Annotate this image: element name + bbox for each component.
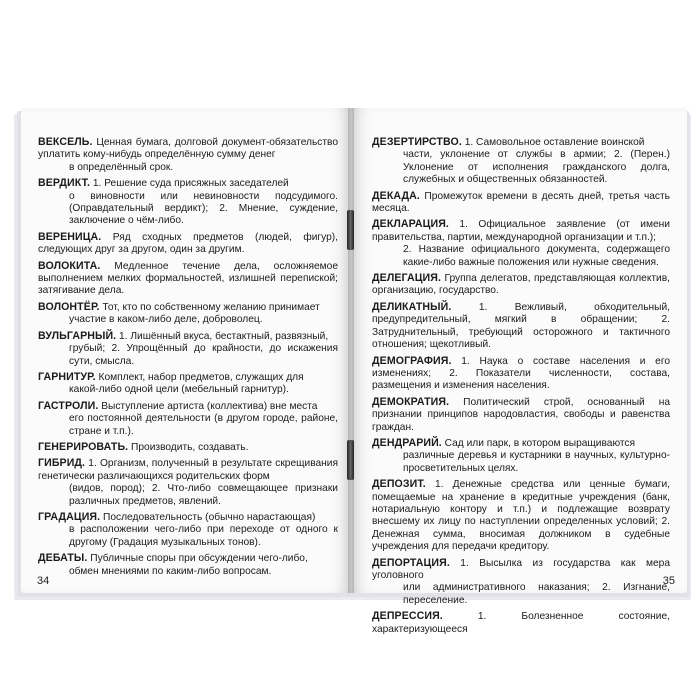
entry-continuation-line: грубый; 2. Упрощённый до крайности, до искажения сути, смысла. — [69, 343, 338, 367]
dictionary-entry — [372, 272, 670, 298]
entry-term: ВЕКСЕЛЬ. — [38, 136, 93, 148]
entry-continuation-line: о виновности или невиновности подсудимого. (Оправдательный вердикт); 2. Мнение, суждение, заключение о чём-либо. — [69, 190, 338, 227]
entry-term: ДЕПОРТАЦИЯ. — [372, 556, 450, 569]
entry-first-line — [372, 190, 670, 216]
left-page-content — [38, 136, 338, 581]
dictionary-entry — [38, 400, 338, 438]
entry-first-line — [38, 371, 338, 384]
entry-definition: 1. Высылка из государства как мера уголовного — [372, 557, 670, 581]
dictionary-entry — [372, 355, 670, 393]
dictionary-entry — [38, 511, 338, 549]
entry-term: ДЕПОЗИТ. — [372, 478, 426, 491]
entry-continuation-line: или административного наказания; 2. Изгнание, переселение. — [403, 582, 670, 606]
entry-continuation-line: части, уклонение от службы в армии; 2. (Перен.) Уклонение от исполнения гражданского долга, служебных и общественных обязанностей. — [403, 149, 670, 186]
entry-definition: 1. Официальное заявление (от имени правительства, партии, международной организации и т.п.); — [372, 219, 670, 243]
dictionary-entry — [372, 610, 670, 636]
entry-first-line — [38, 260, 338, 298]
entry-continuation-line: (видов, пород); 2. Что-либо совмещающее признаки различных предметов, явлений. — [69, 483, 338, 507]
dictionary-entry — [38, 552, 338, 578]
entry-definition: Последовательность (обычно нарастающая) — [100, 511, 316, 523]
entry-first-line — [372, 557, 670, 583]
entry-term: ДЕЗЕРТИРСТВО. — [372, 136, 462, 148]
dictionary-entry — [372, 136, 670, 187]
dictionary-entry — [38, 177, 338, 228]
left-page — [21, 108, 351, 593]
entry-definition: 1. Болезненное состояние, характеризующееся — [372, 611, 670, 635]
entry-continuation-line: его постоянной деятельности (в другом городе, районе, стране и т.п.). — [69, 413, 338, 437]
dictionary-entry — [372, 557, 670, 608]
entry-term: ДЕМОГРАФИЯ. — [372, 354, 452, 367]
entry-definition: Медленное течение дела, осложняемое выполнением мелких формальностей, излишней перепиской; затягивание дела. — [38, 260, 338, 297]
entry-definition: 1. Лишённый вкуса, бестактный, развязный, — [116, 330, 329, 342]
entry-first-line — [372, 478, 670, 553]
dictionary-entry — [372, 437, 670, 475]
dictionary-entry — [38, 441, 338, 454]
entry-term: ГАСТРОЛИ. — [38, 399, 99, 412]
entry-definition: Ряд сходных предметов (людей, фигур), следующих друг за другом, один за другим. — [38, 231, 338, 256]
dictionary-entry — [38, 330, 338, 368]
entry-definition: Группа делегатов, представляющая коллектив, организацию, государство. — [372, 273, 670, 297]
entry-first-line — [38, 231, 338, 257]
entry-continuation-line: 2. Название официального документа, содержащего какие-либо важные положения или нужные сведения. — [403, 244, 670, 268]
dictionary-entry — [372, 218, 670, 269]
entry-term: ГАРНИТУР. — [38, 370, 96, 383]
dictionary-entry — [38, 260, 338, 298]
entry-continuation-line: различные деревья и кустарники в научных, культурно-просветительных целях. — [403, 450, 670, 474]
booklet-spine — [348, 108, 354, 593]
entry-term: ДЕМОКРАТИЯ. — [372, 395, 450, 408]
entry-definition: 1. Вежливый, обходительный, предупредительный, мягкий в обращении; 2. Затруднительный, требующий осторожного и тактичного отношения; щекотливый. — [372, 301, 670, 351]
entry-definition: 1. Самовольное оставление воинской — [461, 137, 645, 148]
entry-first-line — [38, 330, 338, 343]
right-page-number: 35 — [662, 575, 675, 587]
dictionary-entry — [38, 371, 338, 397]
entry-term: ГИБРИД. — [38, 457, 86, 470]
entry-term: ВЕРДИКТ. — [38, 177, 91, 190]
entry-definition: Сад или парк, в котором выращиваются — [441, 437, 636, 449]
entry-term: ГЕНЕРИРОВАТЬ. — [38, 440, 129, 453]
dictionary-entry — [372, 396, 670, 434]
entry-term: ДЕБАТЫ. — [38, 552, 88, 565]
entry-first-line — [372, 218, 670, 244]
entry-first-line — [372, 355, 670, 393]
entry-definition: Комплект, набор предметов, служащих для — [95, 371, 304, 383]
entry-first-line — [372, 272, 670, 298]
entry-term: ДЕКАДА. — [372, 189, 420, 202]
dictionary-entry — [372, 478, 670, 553]
entry-definition: Выступление артиста (коллектива) вне места — [98, 400, 318, 412]
entry-first-line — [372, 301, 670, 352]
entry-term: ДЕНДРАРИЙ. — [372, 436, 442, 449]
entry-first-line — [38, 400, 338, 413]
entry-first-line — [38, 457, 338, 483]
entry-continuation-line: в определённый срок. — [69, 161, 174, 173]
staple-top — [347, 210, 354, 250]
dictionary-entry — [372, 301, 670, 352]
right-page — [351, 108, 687, 635]
entry-definition: Промежуток времени в десять дней, третья часть месяца. — [372, 190, 670, 215]
entry-term: ДЕПРЕССИЯ. — [372, 610, 443, 623]
staple-bottom — [347, 440, 354, 480]
entry-first-line — [38, 441, 338, 454]
entry-first-line — [372, 396, 670, 434]
entry-definition: 1. Денежные средства или ценные бумаги, помещаемые на хранение в кредитные учреждения (банк, нотариальную контору и т.п.) и подлежащие возврату внесшему их лицу по наступлении определенных условий; 2. Денежная сумма, вносимая должником в судебные учреждения для передачи кредитору. — [372, 479, 670, 553]
entry-term: ГРАДАЦИЯ. — [38, 510, 101, 523]
dictionary-entry — [38, 301, 338, 327]
entry-term: ВУЛЬГАРНЫЙ. — [38, 329, 117, 342]
entry-first-line — [372, 610, 670, 636]
dictionary-entry — [38, 136, 338, 174]
entry-definition: 1. Решение суда присяжных заседателей — [90, 178, 289, 190]
entry-definition: 1. Организм, полученный в результате скрещивания генетически различающихся родительских форм — [38, 458, 338, 482]
entry-term: ВЕРЕНИЦА. — [38, 230, 102, 243]
right-page-content — [372, 136, 670, 639]
entry-definition: Публичные споры при обсуждении чего-либо, — [87, 553, 308, 565]
entry-continuation-line: участие в каком-либо деле, доброволец. — [69, 314, 263, 326]
open-booklet — [8, 100, 691, 635]
entry-term: ДЕКЛАРАЦИЯ. — [372, 218, 449, 231]
entry-continuation-line: в расположении чего-либо при переходе от одного к другому (Градация музыкальных тонов). — [69, 524, 338, 548]
dictionary-entry — [38, 457, 338, 508]
entry-definition: Производить, создавать. — [128, 441, 249, 453]
left-page-number: 34 — [37, 575, 50, 587]
entry-first-line — [38, 511, 338, 524]
entry-first-line — [372, 136, 670, 149]
entry-term: ВОЛОНТЁР. — [38, 300, 100, 313]
entry-definition: Ценная бумага, долговой документ-обязательство уплатить кому-нибудь определённую сумму денег — [38, 137, 338, 161]
entry-first-line — [38, 136, 338, 162]
dictionary-entry — [372, 190, 670, 216]
entry-definition: 1. Наука о составе населения и его изменениях; 2. Показатели численности, состава, размещения и изменения населения. — [372, 355, 670, 392]
entry-first-line — [38, 552, 338, 565]
entry-definition: Политический строй, основанный на признании принципов народовластия, свободы и равенства граждан. — [372, 396, 670, 433]
entry-first-line — [38, 301, 338, 314]
entry-term: ДЕЛИКАТНЫЙ. — [372, 300, 452, 313]
entry-first-line — [372, 437, 670, 450]
entry-first-line — [38, 177, 338, 190]
entry-term: ВОЛОКИТА. — [38, 259, 101, 272]
entry-definition: Тот, кто по собственному желанию принимает — [99, 301, 320, 313]
entry-continuation-line: обмен мнениями по каким-либо вопросам. — [69, 565, 272, 577]
dictionary-entry — [38, 231, 338, 257]
entry-term: ДЕЛЕГАЦИЯ. — [372, 272, 442, 285]
entry-continuation-line: какой-либо одной цели (мебельный гарнитур). — [69, 384, 289, 396]
